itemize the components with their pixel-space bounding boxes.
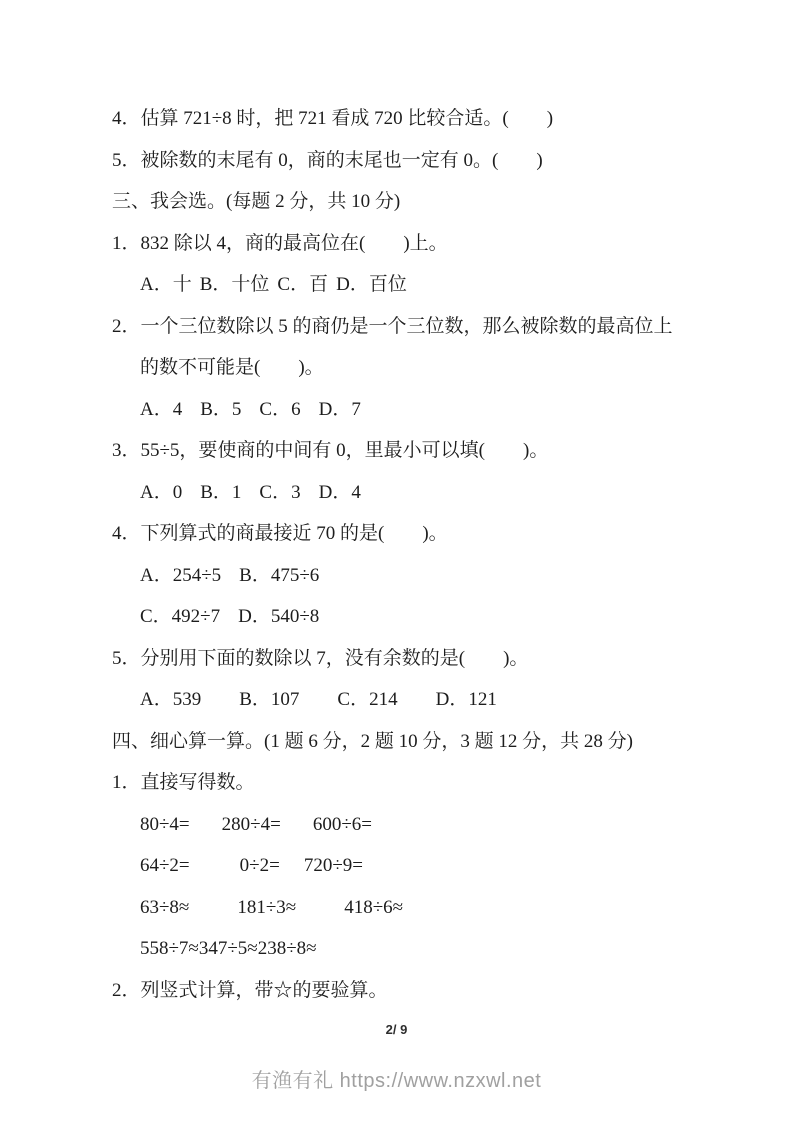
option-item: C．214 (337, 689, 398, 710)
section-3-heading: 三、我会选。(每题 2 分，共 10 分) (112, 191, 401, 212)
choice-question-5-options (140, 679, 733, 721)
choice-question-2-line1: 2．一个三位数除以 5 的商仍是一个三位数，那么被除数的最高位上 (112, 315, 673, 337)
choice-question-2-line2: 的数不可能是( )。 (140, 357, 324, 378)
option-item: C．百 (277, 274, 329, 295)
calc-item: 558÷7≈ (140, 938, 199, 959)
option-item: B．1 (200, 481, 242, 503)
footer-watermark: 有渔有礼 https://www.nzxwl.net (251, 1070, 542, 1092)
option-item: D．7 (318, 398, 361, 420)
calc-row (140, 804, 733, 846)
calc-row (140, 928, 733, 970)
choice-question-2-options (140, 389, 733, 431)
calc-item: 0÷2= (239, 855, 280, 876)
calc-item: 238÷8≈ (257, 938, 317, 959)
section-4-heading: 四、细心算一算。(1 题 6 分，2 题 10 分，3 题 12 分，共 28 分) (112, 730, 633, 752)
option-item: D．4 (318, 481, 361, 503)
calc-item: 64÷2= (140, 855, 190, 876)
option-item: D．540÷8 (238, 606, 320, 627)
calc-question-1: 1．直接写得数。 (112, 772, 255, 793)
choice-question-3: 3．55÷5，要使商的中间有 0，里最小可以填( )。 (112, 440, 549, 461)
calc-item: 720÷9= (303, 855, 363, 876)
choice-question-1: 1．832 除以 4，商的最高位在( )上。 (112, 232, 448, 254)
option-item: B．475÷6 (239, 564, 320, 586)
calc-item: 600÷6= (312, 813, 372, 835)
choice-question-4: 4．下列算式的商最接近 70 的是( )。 (112, 523, 448, 544)
option-item: A．0 (140, 481, 183, 503)
calc-item: 63÷8≈ (140, 896, 190, 918)
option-item: B．107 (239, 689, 300, 710)
option-item: C．3 (259, 481, 301, 503)
choice-question-5: 5．分别用下面的数除以 7，没有余数的是( )。 (112, 647, 529, 669)
calc-row (140, 887, 733, 929)
worksheet-page (112, 98, 733, 1011)
option-item: A．十 (140, 274, 192, 295)
judge-question-4: 4．估算 721÷8 时，把 721 看成 720 比较合适。( ) (112, 108, 554, 129)
calc-row (140, 845, 733, 887)
choice-question-1-options (140, 264, 733, 306)
option-item: A．254÷5 (140, 564, 222, 586)
calc-item: 418÷6≈ (344, 896, 404, 918)
choice-question-4-options-row2 (140, 596, 733, 638)
judge-question-5: 5．被除数的末尾有 0，商的末尾也一定有 0。( ) (112, 149, 543, 171)
option-item: C．492÷7 (140, 606, 221, 627)
option-item: B．5 (200, 398, 242, 420)
calc-item: 347÷5≈ (198, 938, 258, 959)
option-item: A．4 (140, 398, 183, 420)
option-item: B．十位 (199, 274, 270, 295)
option-item: D．百位 (336, 274, 407, 295)
calc-question-2: 2．列竖式计算，带☆的要验算。 (112, 979, 388, 1001)
option-item: C．6 (259, 398, 301, 420)
choice-question-4-options-row1 (140, 555, 733, 597)
calc-item: 80÷4= (140, 813, 190, 835)
option-item: A．539 (140, 689, 202, 710)
option-item: D．121 (435, 689, 497, 710)
calc-item: 181÷3≈ (237, 896, 297, 918)
page-number: 2/ 9 (385, 1022, 408, 1037)
choice-question-3-options (140, 472, 733, 514)
calc-item: 280÷4= (221, 813, 281, 835)
